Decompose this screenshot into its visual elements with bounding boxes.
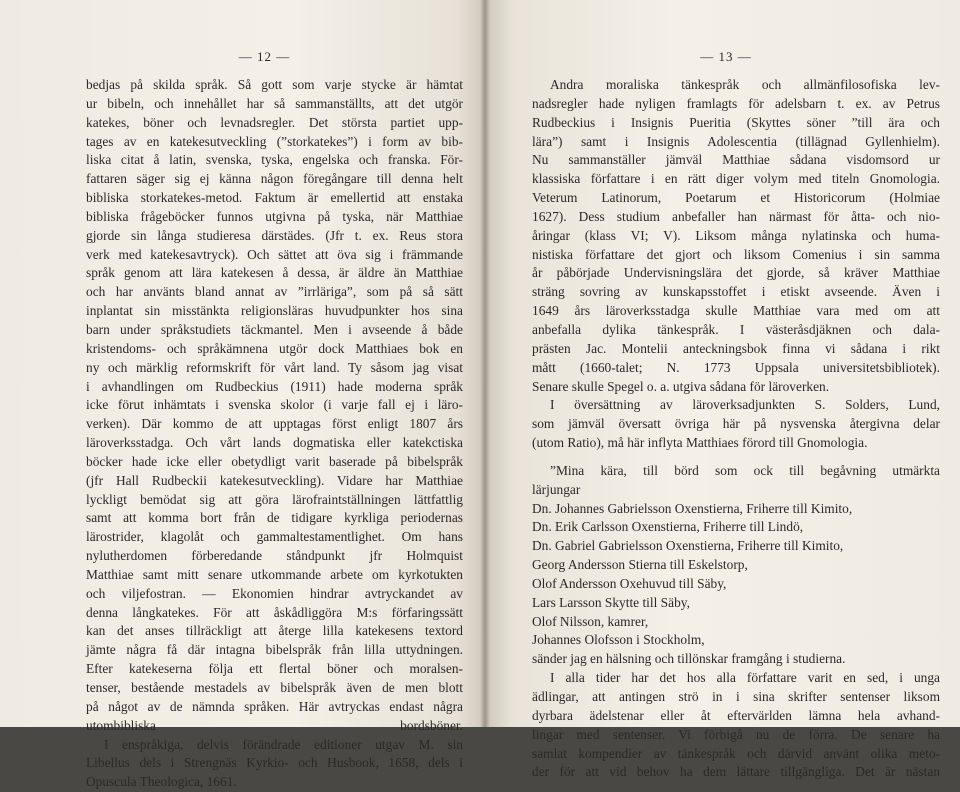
left-page-text <box>86 76 463 792</box>
page-number-left: — 12 — <box>238 49 291 64</box>
text-line: utombibliska bordsböner. <box>86 717 463 733</box>
text-line: der för att vid behov ha dem lättare tillgängliga. Det är nästan <box>532 764 940 780</box>
text-line: sträng sovring av kunskapsstoffet i etiskt avseende. Även i <box>532 284 940 300</box>
text-line: bibliska storkatekes-metod. Faktum är emellertid att enstaka <box>86 190 463 206</box>
text-line: I översättning av läroverksadjunkten S. Solders, Lund, <box>550 397 940 413</box>
text-line: Lars Larsson Skytte till Säby, <box>532 594 690 610</box>
text-line: ”Mina kära, till börd som ock till begåvning utmärkta <box>550 462 940 478</box>
text-line: Senare skulle Spegel o. a. utgiva sådana för läroverken. <box>532 378 830 394</box>
text-line: denna långkatekes. För att åskådliggöra M:s förfaringssätt <box>86 604 463 620</box>
text-line: samlat kompendier av tänkespråk och därvid använt olika meto- <box>532 745 940 761</box>
text-line: sänder jag en hälsning och tillönskar framgång i studierna. <box>532 651 846 667</box>
text-line: (jfr Hall Rudbeckii katekesutveckling). Vidare har Matthiae <box>86 472 463 488</box>
text-line: gjorde sin långa studieresa därstädes. (Jfr t. ex. Reus stora <box>86 227 463 243</box>
text-line: Dn. Gabriel Gabrielsson Oxenstierna, Friherre till Kimito, <box>532 538 844 554</box>
text-line: barn under språkstudiets täckmantel. Men i avseende å både <box>86 321 463 337</box>
text-line: tages av en katekesutveckling (”storkatekes”) i form av bib- <box>86 133 463 149</box>
text-line: som jämväl översatt övriga här på nysvenska återgivna delar <box>532 416 940 432</box>
page-number-right: — 13 — <box>700 49 752 64</box>
text-line: Opuscula Theologica, 1661. <box>86 774 237 790</box>
text-line: mått (1660-talet; N. 1773 Uppsala universitetsbibliotek). <box>532 359 940 375</box>
text-line: kristendoms- och språkämnena utgör dock Matthiaes bok en <box>86 340 463 356</box>
text-line: Libellus dels i Strengnäs Kyrkio- och Husbook, 1658, dels i <box>86 755 463 771</box>
text-line: Andra moraliska tänkespråk och allmänfilosofiska lev- <box>550 77 940 92</box>
text-line: fattaren säger sig ej känna någon föregångare till denna helt <box>86 171 463 187</box>
text-line: Olof Nilsson, kamrer, <box>532 613 649 629</box>
text-line: Georg Andersson Stierna till Eskelstorp, <box>532 557 748 573</box>
text-line: Johannes Olofsson i Stockholm, <box>532 632 705 648</box>
text-line: Veterum Latinorum, Poetarum et Historicorum (Holmiae <box>532 190 940 206</box>
text-line: 1627). Dess studium anbefaller han närmast för åtta- och nio- <box>532 208 940 224</box>
text-line: läroverksstadga. Och vårt lands dogmatiska eller katekctiska <box>86 435 463 451</box>
text-line: (utom Ratio), må här inflyta Matthiaes förord till Gnomologia. <box>532 435 868 451</box>
text-line: lyckligt bemödat sig att göra lärofraintställningen lättfattlig <box>86 491 463 507</box>
text-line: Nu sammanställer jämväl Matthiae sådana visdomsord ur <box>532 152 940 168</box>
book-gutter <box>480 0 490 727</box>
text-line: lärjungar <box>532 481 581 497</box>
text-line: lingar med sentenser. Vi förbigå nu de förra. De senare ha <box>532 726 940 742</box>
text-line: på något av de nämnda språken. Här avtryckas endast några <box>86 698 463 714</box>
text-line: I enspråkiga, delvis förändrade editioner utgav M. sin <box>104 736 463 752</box>
text-line: Dn. Johannes Gabrielsson Oxenstierna, Friherre till Kimito, <box>532 500 853 516</box>
text-line: anbefalla dylika tänkespråk. I västeråsdjäknen och dala- <box>532 321 940 337</box>
text-line: böcker hade icke eller obetydligt varit baserade på bibelspråk <box>86 453 463 469</box>
text-line: bibliska frågeböcker funnos utgivna på tyska, när Matthiae <box>86 208 463 224</box>
right-page-text <box>532 76 940 782</box>
text-line: jämte några få där intagna bibelspråk från lilla uttydningen. <box>86 642 463 658</box>
text-line: Dn. Erik Carlsson Oxenstierna, Friherre till Lindö, <box>532 519 804 535</box>
text-line: i avhandlingen om Rudbeckius (1911) hade moderna språk <box>86 378 463 394</box>
text-line: och har använts bland annat av ”irrläriga”, som på så sätt <box>86 284 463 300</box>
text-line: lärostrider, klagolåt och gammaltestamentlighet. Om hans <box>86 529 463 545</box>
text-line: Matthiae samt mitt senare utkommande arbete om kyrkotukten <box>86 566 463 582</box>
text-line: Olof Andersson Oxehuvud till Säby, <box>532 575 727 591</box>
text-line: dyrbara ädelstenar eller åt eftervärlden lämna hela avhand- <box>532 707 940 723</box>
text-line: prästen Jac. Montelii anteckningsbok finna vi sådana i rikt <box>532 340 940 356</box>
text-line: nistiska författare det gjort och liksom Comenius i sin samma <box>532 246 940 262</box>
text-line: icke förut inhämtats i svenska skolor (i varje fall ej i läro- <box>86 397 463 413</box>
text-line: nadsregler hade nyligen framlagts för adelsbarn t. ex. av Petrus <box>532 95 940 111</box>
text-line: bedjas på skilda språk. Så gott som varje stycke är hämtat <box>86 77 463 92</box>
text-line: ädlingar, att antingen strö in i sina skrifter sentenser liksom <box>532 689 940 704</box>
text-line: och viljefostran. — Ekonomien hindrar avtryckandet av <box>86 585 463 601</box>
text-line: språk genom att lära katekesen å dessa, är äldre än Matthiae <box>86 265 463 281</box>
text-line: åringar (klass VI; V). Liksom många nylatinska och huma- <box>532 227 940 243</box>
text-line: samt att komma bort från de tidigare kyrkliga periodernas <box>86 510 463 526</box>
text-line: inplantat sin misstänkta religionsläras huvudpunkter hos sina <box>86 303 463 319</box>
text-line: ny och märklig reformskrift för vårt land. Ty såsom jag visat <box>86 359 463 375</box>
right-page <box>485 0 960 780</box>
text-line: lära”) samt i Insignis Adolescentia (tillägnad Gyllenhielm). <box>532 133 940 149</box>
text-line: verk med katekesavtryck). Och sättet att öva sig i främmande <box>86 246 463 262</box>
text-line: ur bibeln, och innehållet har så sammanställts, att det utgör <box>86 95 463 111</box>
text-line: tenser, bestående mestadels av bibelspråk även de men blott <box>86 680 463 695</box>
text-line: I alla tider har det hos alla författare varit en sed, i unga <box>550 670 940 686</box>
text-line: katekes, böner och levnadsregler. Det största partiet upp- <box>86 114 463 130</box>
text-line: verken). Där kommo de att upptagas först enligt 1807 års <box>86 416 463 432</box>
text-line: kan det anses tillräckligt att återge lilla katekesens textord <box>86 623 463 639</box>
text-line: klassiska författare i en rätt diger volym med titeln Gnomologia. <box>532 171 940 187</box>
text-line: liska citat å latin, svenska, tyska, engelska och franska. För- <box>86 152 463 168</box>
text-line: Rudbeckius i Insignis Pueritia (Skyttes söner ”till ära och <box>532 114 940 130</box>
text-line: nylutherdomen förberedande ståndpunkt jfr Holmquist <box>86 548 463 564</box>
text-line: 1649 års läroverksstadga skulle Matthiae vara med om att <box>532 303 940 319</box>
text-line: år påbörjade Undervisningslära det gjorde, så kräver Matthiae <box>532 265 940 281</box>
text-line: Efter katekeserna följa ett flertal böner och moralsen- <box>86 661 463 677</box>
